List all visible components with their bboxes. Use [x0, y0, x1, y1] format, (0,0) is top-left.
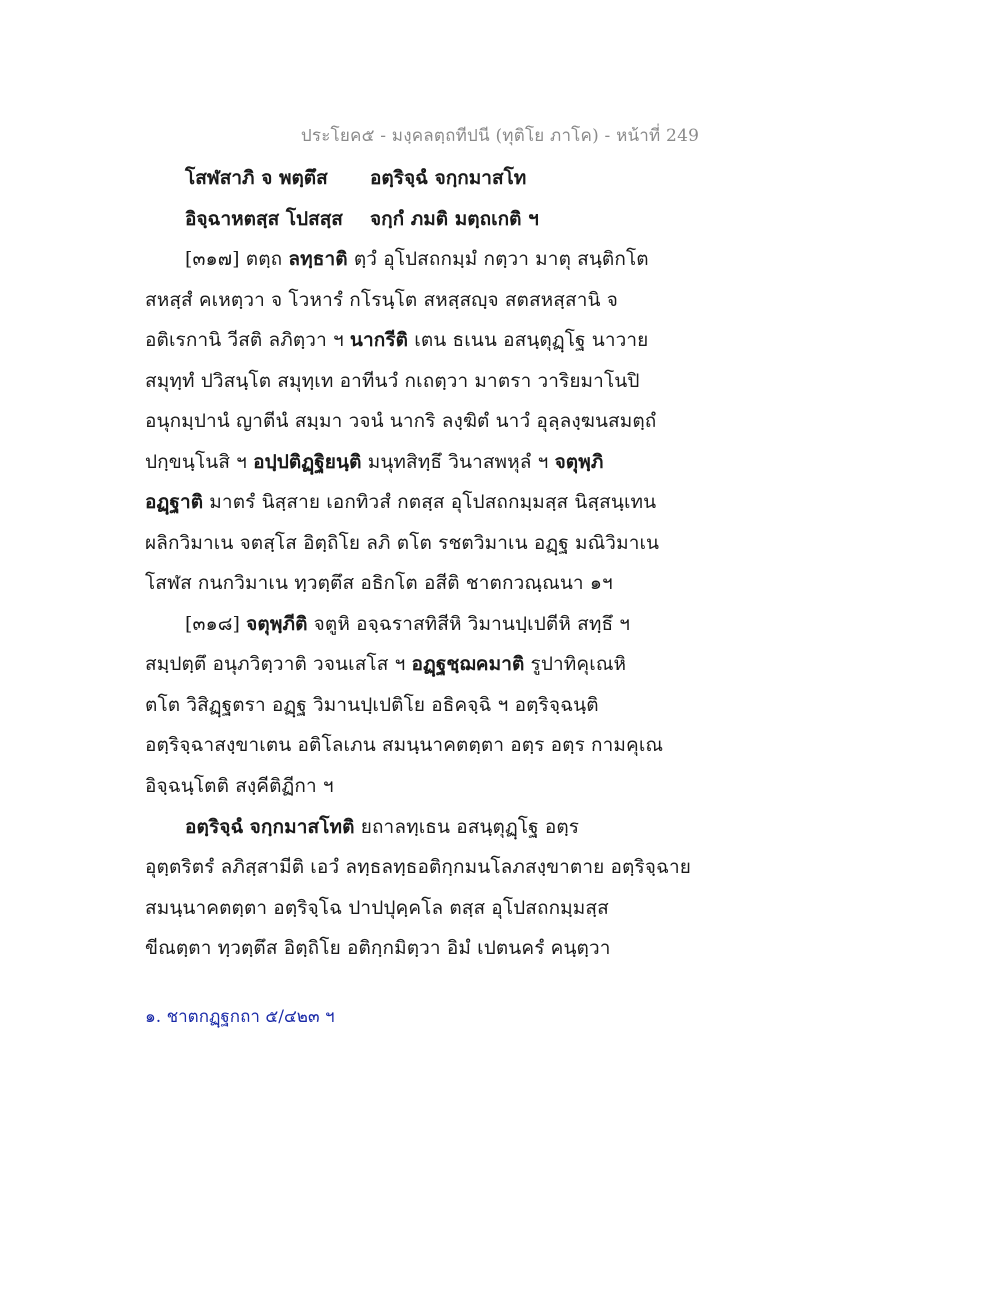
- text-segment: รูปาทิคุเณหิ: [524, 653, 627, 675]
- body-line: [185, 244, 705, 274]
- text-segment: [๓๑๘]: [185, 613, 247, 635]
- body-line: [145, 933, 705, 963]
- text-segment: อุตฺตริตรํ ลภิสฺสามีติ เอวํ ลทฺธลทฺธอติกฺกมนโลภสงฺขาตาย อตฺริจฺฉาย: [145, 856, 692, 878]
- body-line: [145, 771, 705, 801]
- body-line: [145, 366, 705, 396]
- body-line: [145, 649, 705, 679]
- bold-term: จกฺกมาสโทติ: [249, 816, 355, 838]
- text-segment: ตโต วิสิฏฺฐตรา อฏฺฐ วิมานปฺเปติโย อธิคจฺฉิ ฯ อตฺริจฺฉนฺติ: [145, 694, 599, 716]
- text-segment: อตฺริจฺฉาสงฺขาเตน อติโลเภน สมนฺนาคตตฺตา อตฺร อตฺร กามคุเณ: [145, 734, 664, 756]
- text-segment: ปกฺขนฺโนสิ ฯ: [145, 451, 254, 473]
- bold-term: อฏฺฐชฺฌคมาติ: [411, 653, 525, 675]
- text-segment: ผลิกวิมาเน จตสฺโส อิตฺถิโย ลภิ ตโต รชตวิมาเน อฏฺฐ มณิวิมาเน: [145, 532, 660, 554]
- verse-line-2: [185, 204, 539, 234]
- bold-term: จตุพฺภิ: [554, 451, 604, 473]
- verse-line-1-first-half: โสฬสาภิ จ พตฺตึส: [185, 167, 328, 189]
- bold-term: อฏฺฐาติ: [145, 491, 204, 513]
- footnote: ๑. ชาตกฏฺฐกถา ๕/๔๒๓ ฯ: [145, 1007, 335, 1027]
- body-line: [145, 325, 705, 355]
- page-header: ประโยค๕ - มงฺคลตฺถทีปนี (ทุติโย ภาโค) - หน้าที่ 249: [300, 126, 700, 146]
- body-line: [185, 609, 705, 639]
- text-segment: อนุกมฺปานํ ญาตีนํ สมฺมา วจนํ นากริ ลงฺฆิตํ นาวํ อุลฺลงฺฆนสมตฺถํ: [145, 410, 657, 432]
- body-line: [145, 447, 705, 477]
- body-line: [185, 812, 705, 842]
- text-segment: อติเรกานิ วีสติ ลภิตฺวา ฯ: [145, 329, 350, 351]
- bold-term: นากรีติ: [349, 329, 409, 351]
- text-segment: โสฬส กนกวิมาเน ทฺวตฺตึส อธิกโต อสีติ ชาตกวณฺณนา ๑ฯ: [145, 572, 613, 594]
- verse-line-2-second-half: จกฺกํ ภมติ มตฺถเกติ ฯ: [370, 208, 539, 230]
- text-segment: ตฺวํ อุโปสถกมฺมํ กตฺวา มาตุ สนฺติกโต: [347, 248, 649, 270]
- text-segment: ยถาลทฺเธน อสนฺตุฏฺโฐ อตฺร: [354, 816, 580, 838]
- text-segment: สหสฺสํ คเหตฺวา จ โวหารํ กโรนฺโต สหสฺสญฺจ สตสหสฺสานิ จ: [145, 289, 618, 311]
- body-line: [145, 406, 705, 436]
- text-segment: จตูหิ อจฺฉราสทิสีหิ วิมานปฺเปตีหิ สทฺธึ ฯ: [307, 613, 631, 635]
- body-line: [145, 690, 705, 720]
- body-line: [145, 528, 705, 558]
- text-segment: เตน ธเนน อสนฺตุฏฺโฐ นาวาย: [408, 329, 649, 351]
- text-segment: สมุทฺทํ ปวิสนฺโต สมุทฺเท อาทีนวํ กเถตฺวา มาตรา วาริยมาโนปิ: [145, 370, 640, 392]
- text-segment: มาตรํ นิสฺสาย เอกทิวสํ กตสฺส อุโปสถกมฺมสฺส นิสฺสนฺเทน: [203, 491, 657, 513]
- text-segment: [๓๑๗] ตตฺถ: [185, 248, 289, 270]
- body-line: [145, 852, 705, 882]
- bold-term: จตุพฺภีติ: [246, 613, 308, 635]
- verse-line-2-first-half: อิจฺฉาหตสฺส โปสสฺส: [185, 208, 343, 230]
- body-line: [145, 568, 705, 598]
- bold-term: ลทฺธาติ: [288, 248, 348, 270]
- text-segment: ขีณตฺตา ทฺวตฺตึส อิตฺถิโย อติกฺกมิตฺวา อิมํ เปตนครํ คนฺตฺวา: [145, 937, 611, 959]
- text-segment: สมนฺนาคตตฺตา อตฺริจฺโฉ ปาปปุคฺคโล ตสฺส อุโปสถกมฺมสฺส: [145, 897, 609, 919]
- text-segment: สมฺปตฺตึ อนุภวิตฺวาติ วจนเสโส ฯ: [145, 653, 412, 675]
- text-segment: มนุทสิทฺธึ วินาสพหุลํ ฯ: [361, 451, 555, 473]
- verse-line-1: [185, 163, 527, 193]
- bold-term: อตฺริจฺฉํ: [185, 816, 244, 838]
- verse-line-1-second-half: อตฺริจฺฉํ จกฺกมาสโท: [370, 167, 527, 189]
- text-segment: อิจฺฉนฺโตติ สงฺคีติฏีกา ฯ: [145, 775, 334, 797]
- body-line: [145, 285, 705, 315]
- body-line: [145, 730, 705, 760]
- body-line: [145, 893, 705, 923]
- body-line: [145, 487, 705, 517]
- bold-term: อปฺปติฏฺฐิยนฺติ: [253, 451, 362, 473]
